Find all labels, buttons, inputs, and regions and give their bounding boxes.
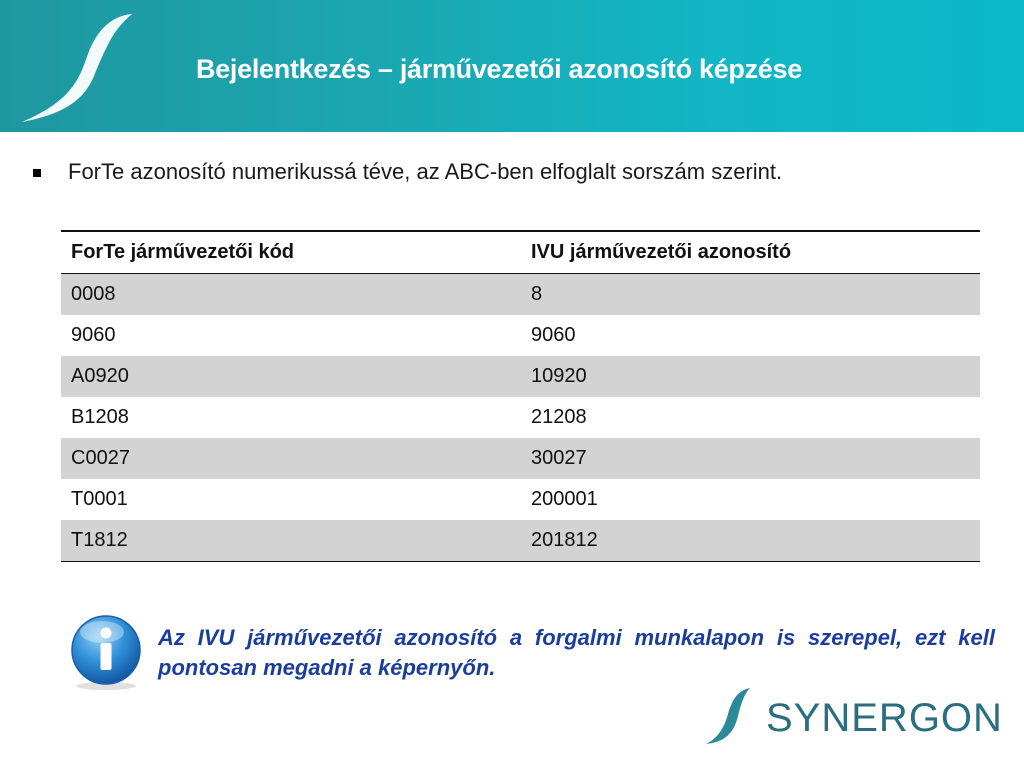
forte-code-cell: T1812 (61, 520, 521, 562)
column-header-ivu: IVU járművezetői azonosító (521, 231, 980, 274)
forte-code-cell: 9060 (61, 315, 521, 356)
ivu-id-cell: 30027 (521, 438, 980, 479)
table-row (61, 438, 980, 479)
table-row (61, 479, 980, 520)
table-header-row (61, 231, 980, 274)
id-mapping-table (61, 230, 980, 562)
ivu-id-cell: 200001 (521, 479, 980, 520)
forte-code-cell: T0001 (61, 479, 521, 520)
ivu-id-cell: 21208 (521, 397, 980, 438)
info-icon (66, 612, 146, 692)
brand-name: SYNERGON (766, 696, 1003, 740)
header-banner (0, 0, 1024, 132)
forte-code-cell: 0008 (61, 274, 521, 316)
page-title: Bejelentkezés – járművezetői azonosító képzése (196, 54, 802, 84)
table-row (61, 356, 980, 397)
table-row (61, 315, 980, 356)
bullet-text: ForTe azonosító numerikussá téve, az ABC-ben elfoglalt sorszám szerint. (68, 159, 783, 184)
square-bullet-icon (33, 169, 41, 177)
forte-code-cell: A0920 (61, 356, 521, 397)
table-row (61, 397, 980, 438)
info-note: Az IVU járművezetői azonosító a forgalmi munkalapon is szerepel, ezt kell pontosan megadni a képernyőn. (158, 625, 995, 680)
ivu-id-cell: 8 (521, 274, 980, 316)
ivu-id-cell: 9060 (521, 315, 980, 356)
synergon-s-icon (700, 684, 760, 748)
swoosh-s-logo-icon (14, 10, 144, 128)
table-row (61, 274, 980, 316)
table-row (61, 520, 980, 562)
ivu-id-cell: 10920 (521, 356, 980, 397)
forte-code-cell: B1208 (61, 397, 521, 438)
bullet-item (30, 159, 990, 189)
ivu-id-cell: 201812 (521, 520, 980, 562)
column-header-forte: ForTe járművezetői kód (61, 231, 521, 274)
synergon-logo (700, 684, 1005, 754)
forte-code-cell: C0027 (61, 438, 521, 479)
